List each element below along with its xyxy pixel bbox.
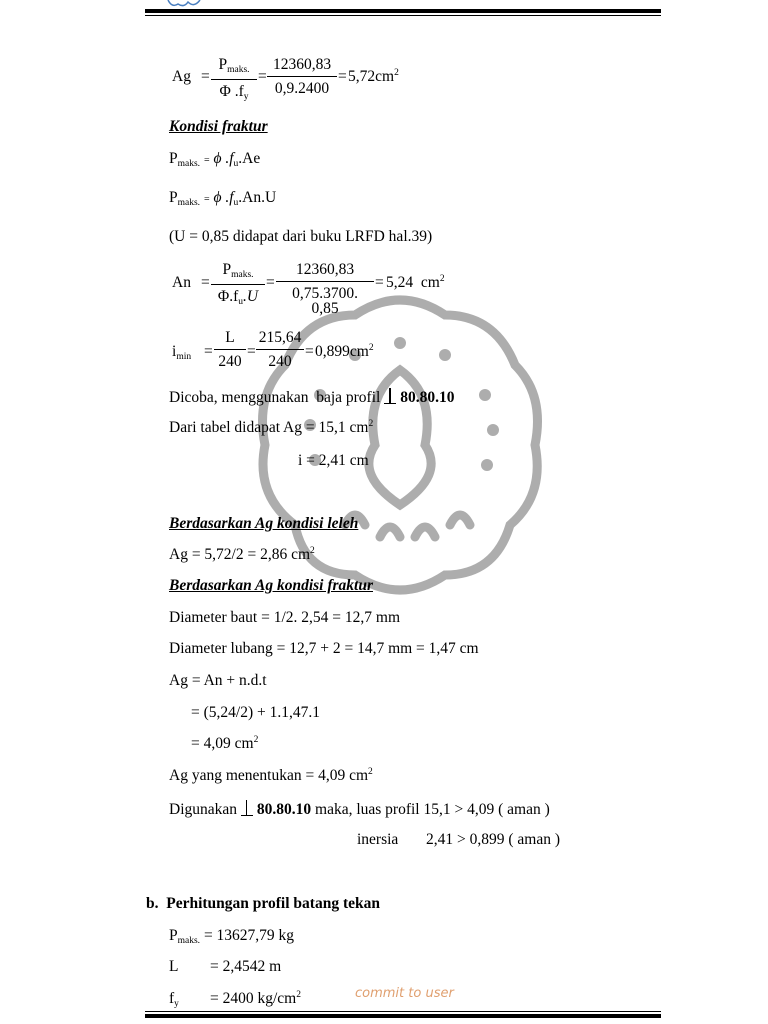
digunakan-profile: 80.80.10 bbox=[256, 801, 312, 818]
an-den1-tail: .U bbox=[243, 287, 259, 305]
dicoba-text: Dicoba, menggunakan baja profil bbox=[169, 389, 381, 406]
imin-result-text: 0,899cm bbox=[315, 343, 369, 360]
an-num2: 12360,83 bbox=[295, 261, 355, 278]
pmaks-b-sub: maks. bbox=[177, 936, 201, 946]
ag-num2: 12360,83 bbox=[272, 56, 332, 73]
i-value-line: i = 2,41 cm bbox=[298, 452, 369, 469]
an-fraction-2 bbox=[276, 262, 374, 317]
pmaks-b-rest: = 13627,79 kg bbox=[200, 927, 295, 944]
inersia-label: inersia bbox=[357, 831, 399, 848]
diameter-lubang-line: Diameter lubang = 12,7 + 2 = 14,7 mm = 1,47 cm bbox=[169, 640, 479, 657]
an-result-sup: 2 bbox=[439, 274, 445, 284]
u-note: (U = 0,85 didapat dari buku LRFD hal.39) bbox=[169, 228, 433, 245]
heading-berdasarkan-leleh: Berdasarkan Ag kondisi leleh bbox=[169, 515, 359, 532]
an-formula-eq3: = bbox=[375, 274, 384, 291]
imin-formula-eq2: = bbox=[247, 343, 256, 360]
imin-formula-eq3: = bbox=[305, 343, 314, 360]
footer-rule-thick bbox=[145, 1014, 661, 1018]
ag-menentukan-line bbox=[169, 768, 373, 784]
pmaks-line-1 bbox=[169, 151, 260, 170]
dicoba-line bbox=[169, 388, 454, 406]
pmaks2-rest: ϕ .f bbox=[213, 189, 234, 206]
fy-b-label bbox=[169, 991, 179, 1010]
pmaks2-p: P bbox=[169, 189, 178, 206]
ag-leleh-line bbox=[169, 547, 315, 563]
ag-den1-sub: y bbox=[243, 91, 249, 102]
imin-num2: 215,64 bbox=[258, 329, 302, 346]
fy-b-f: f bbox=[169, 990, 175, 1007]
dari-tabel-sup: 2 bbox=[368, 419, 374, 429]
pmaks2-eq: = bbox=[203, 194, 210, 205]
an-formula-eq2: = bbox=[266, 274, 275, 291]
pmaks2-rest-sub: u bbox=[233, 198, 239, 208]
ag-an-line: Ag = An + n.d.t bbox=[169, 672, 267, 689]
ag-menentukan-text: Ag yang menentukan = 4,09 cm bbox=[169, 767, 369, 784]
header-logo-fragment bbox=[166, 0, 202, 9]
pmaks1-rest: ϕ .f bbox=[213, 150, 234, 167]
imin-fraction-1 bbox=[214, 330, 246, 369]
imin-lhs-sub: min bbox=[176, 352, 192, 362]
fy-b-sup: 2 bbox=[296, 990, 301, 1000]
ag-step2-text: = 4,09 cm bbox=[191, 735, 254, 752]
an-den2: 0,75.3700. 0,85 bbox=[276, 281, 374, 317]
an-num1-sub: maks. bbox=[231, 270, 254, 280]
section-b-heading: b. Perhitungan profil batang tekan bbox=[146, 895, 380, 912]
imin-formula-result bbox=[315, 344, 374, 360]
pmaks-b-p: P bbox=[169, 927, 178, 944]
ag-den1: Φ .f bbox=[219, 82, 244, 100]
dari-tabel-line bbox=[169, 420, 373, 436]
imin-result-sup: 2 bbox=[368, 343, 374, 353]
dari-tabel-text: Dari tabel didapat Ag = 15,1 cm bbox=[169, 419, 369, 436]
ag-formula-lhs: Ag bbox=[172, 68, 191, 85]
ag-num1-sub: maks. bbox=[227, 65, 250, 75]
an-formula-lhs: An bbox=[172, 274, 191, 291]
an-formula-eq1: = bbox=[201, 274, 210, 291]
an-den1: Φ.f bbox=[217, 287, 239, 305]
fy-b-sub: y bbox=[174, 999, 179, 1009]
imin-den2: 240 bbox=[256, 349, 304, 370]
ag-formula-result bbox=[348, 69, 399, 85]
digunakan-pre: Digunakan bbox=[169, 801, 238, 818]
pmaks-line-2 bbox=[169, 190, 276, 209]
ag-formula-eq2: = bbox=[258, 68, 267, 85]
ag-menentukan-sup: 2 bbox=[368, 767, 373, 777]
imin-formula-eq1: = bbox=[204, 343, 213, 360]
pmaks1-rest2: .Ae bbox=[238, 150, 261, 167]
ag-den2: 0,9.2400 bbox=[267, 76, 337, 97]
angle-profile-icon bbox=[384, 388, 396, 404]
pmaks-b-line bbox=[169, 928, 294, 947]
l-b-label: L bbox=[169, 958, 179, 975]
footer-note: commit to user bbox=[355, 986, 454, 1001]
imin-lhs: i bbox=[172, 343, 177, 360]
pmaks2-p-sub: maks. bbox=[177, 198, 201, 208]
digunakan-line bbox=[169, 800, 550, 818]
pmaks1-rest-sub: u bbox=[233, 159, 239, 169]
ag-num1: P bbox=[218, 56, 228, 73]
angle-profile-icon-2 bbox=[241, 800, 253, 816]
an-num1: P bbox=[222, 261, 232, 278]
ag-leleh-sup: 2 bbox=[310, 546, 315, 556]
an-fraction-1 bbox=[211, 262, 265, 307]
ag-result-sup: 2 bbox=[394, 68, 399, 78]
heading-kondisi-fraktur: Kondisi fraktur bbox=[169, 118, 268, 135]
imin-den1: 240 bbox=[214, 349, 246, 370]
ag-step2-sup: 2 bbox=[253, 735, 259, 745]
inersia-value: 2,41 > 0,899 ( aman ) bbox=[426, 831, 561, 848]
imin-num1: L bbox=[225, 329, 235, 346]
pmaks1-eq: = bbox=[203, 155, 210, 166]
pmaks2-rest2: .An.U bbox=[238, 189, 277, 206]
digunakan-post: maka, luas profil 15,1 > 4,09 ( aman ) bbox=[311, 801, 550, 818]
heading-berdasarkan-fraktur: Berdasarkan Ag kondisi fraktur bbox=[169, 577, 373, 594]
fy-b-value-text: = 2400 kg/cm bbox=[210, 990, 297, 1007]
ag-leleh-text: Ag = 5,72/2 = 2,86 cm bbox=[169, 546, 311, 563]
ag-fraction-1 bbox=[211, 57, 257, 102]
ag-formula-eq1: = bbox=[201, 68, 210, 85]
ag-fraction-2 bbox=[267, 57, 337, 96]
header-rule-thick bbox=[145, 9, 661, 13]
ag-step1-line: = (5,24/2) + 1.1,47.1 bbox=[191, 704, 320, 721]
dicoba-profile: 80.80.10 bbox=[400, 389, 455, 406]
pmaks1-p-sub: maks. bbox=[177, 159, 201, 169]
fy-b-value bbox=[210, 991, 301, 1007]
ag-formula-eq3: = bbox=[338, 68, 347, 85]
footer-rule-thin bbox=[145, 1011, 661, 1012]
pmaks1-p: P bbox=[169, 150, 178, 167]
ag-result-text: 5,72cm bbox=[348, 68, 395, 85]
an-result-text: 5,24 cm bbox=[386, 274, 440, 291]
ag-step2-line bbox=[191, 736, 258, 752]
an-formula-result bbox=[386, 275, 445, 291]
l-b-value: = 2,4542 m bbox=[210, 958, 282, 975]
an-den1-sub: u bbox=[238, 296, 244, 307]
header-rule-thin bbox=[145, 15, 661, 16]
diameter-baut-line: Diameter baut = 1/2. 2,54 = 12,7 mm bbox=[169, 609, 401, 626]
imin-formula-lhs bbox=[172, 344, 191, 363]
imin-fraction-2 bbox=[256, 330, 304, 369]
